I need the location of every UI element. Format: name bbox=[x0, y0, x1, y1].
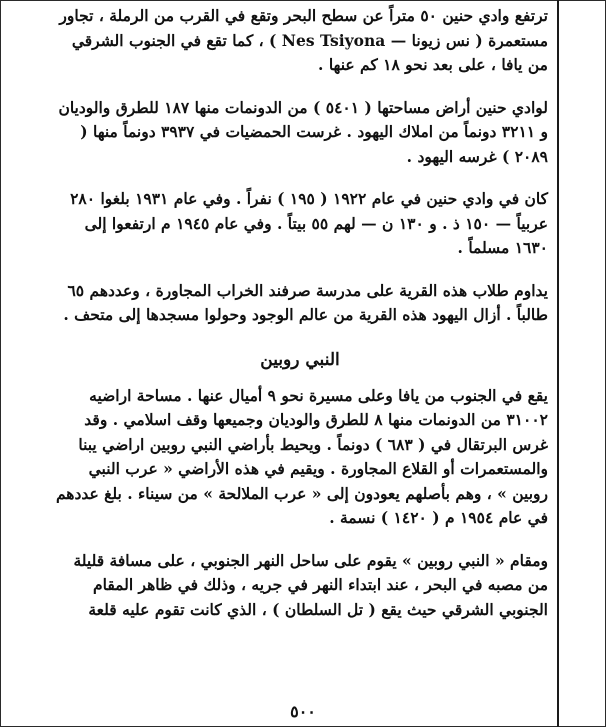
page-number: ٥٠٠ bbox=[290, 702, 316, 721]
paragraph-location: ترتفع وادي حنين ٥٠ متراً عن سطح البحر وتقع في القرب من الرملة ، تجاور مستعمرة ( نس زيونا — Nes Tsiyona ) ، كما تقع في الجنوب الشرقي من يافا ، على بعد نحو ١٨ كم عنها . bbox=[59, 6, 548, 74]
page-edge-divider bbox=[557, 0, 559, 727]
document-page bbox=[52, 4, 548, 622]
paragraph-population: كان في وادي حنين في عام ١٩٢٢ ( ١٩٥ ) نفراً . وفي عام ١٩٣١ بلغوا ٢٨٠ عربياً — ١٥٠ ذ . و ١٣٠ ن — لهم ٥٥ بيتاً . وفي عام ١٩٤٥ م ارتفعوا إلى ١٦٣٠ مسلماً . bbox=[70, 189, 548, 257]
paragraph-school: يداوم طلاب هذه القرية على مدرسة صرفند الخراب المجاورة ، وعددهم ٦٥ طالباً . أزال اليهود هذه القرية من عالم الوجود وحولوا مسجدها إلى متحف . bbox=[63, 280, 548, 324]
paragraph-land: لوادي حنين أراض مساحتها ( ٥٤٠١ ) من الدونمات منها ١٨٧ للطرق والوديان و ٣٢١١ دونماً من املاك اليهود . غرست الحمضيات في ٣٩٣٧ دونماً منها ( ٢٠٨٩ ) غرسه اليهود . bbox=[58, 97, 548, 166]
section-title: النبي روبين bbox=[260, 349, 340, 370]
paragraph-nabi-rubin-shrine: ومقام « النبي روبين » يقوم على ساحل النهر الجنوبي ، على مسافة قليلة من مصبه في البحر ، عند ابتداء النهر في جريه ، وذلك في ظاهر المقام الجنوبي الشرقي حيث يقع ( تل السلطان ) ، الذي كانت تقوم عليه قلعة bbox=[73, 550, 548, 619]
paragraph-nabi-rubin-location: يقع في الجنوب من يافا وعلى مسيرة نحو ٩ أميال عنها . مساحة اراضيه ٣١٠٠٢ من الدونمات منها ٨ للطرق والوديان وجميعها وقف اسلامي . وقد غرس البرتقال في ( ٦٨٣ ) دونماً . ويحيط بأراضي النبي روبين اراضي يبنا والمستعمرات أو القلاع المجاورة . ويقيم في هذه الأراضي « عرب النبي روبين » ، وهم بأصلهم يعودون إلى « عرب الملالحة » من سيناء . بلغ عددهم في عام ١٩٥٤ م ( ١٤٢٠ ) نسمة . bbox=[55, 385, 548, 527]
